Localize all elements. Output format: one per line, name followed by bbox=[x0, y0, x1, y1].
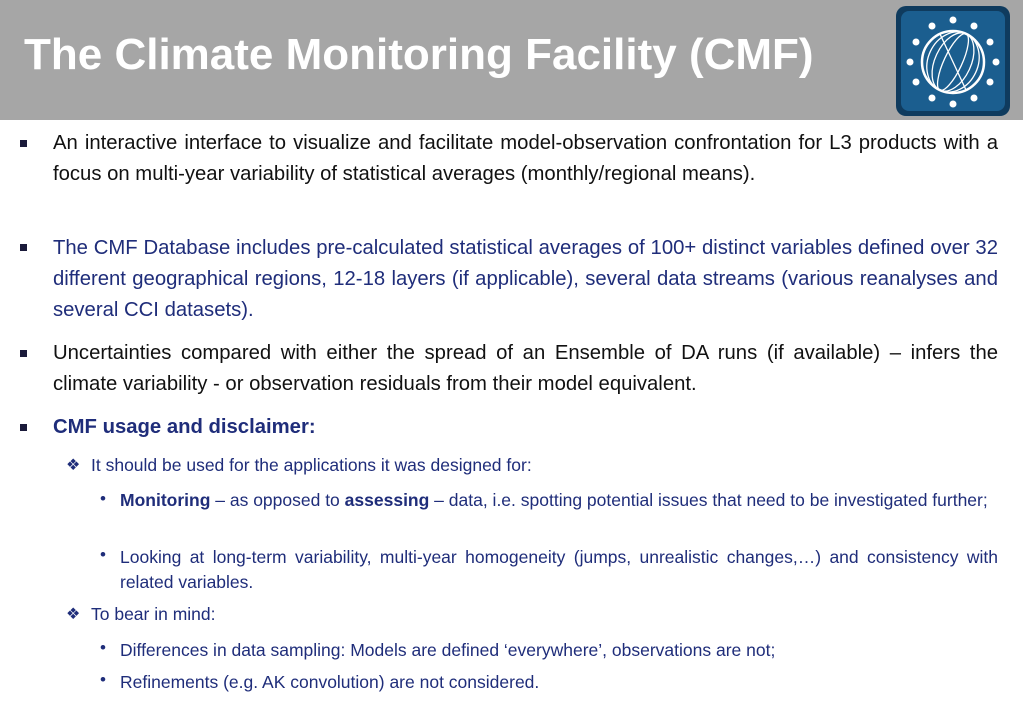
bold-assessing: assessing bbox=[344, 490, 430, 510]
slide-header bbox=[0, 0, 1023, 120]
diamond-bullet-icon: ❖ bbox=[66, 457, 81, 474]
bear-item-sampling: Differences in data sampling: Models are defined ‘everywhere’, observations are not; bbox=[120, 640, 776, 660]
usage-item1-rest: – data, i.e. spotting potential issues that need to be investigated further; bbox=[429, 490, 988, 510]
square-bullet-icon bbox=[20, 350, 27, 357]
bear-in-mind-heading: To bear in mind: bbox=[91, 604, 216, 624]
bullet-text-usage-heading: CMF usage and disclaimer: bbox=[53, 416, 316, 438]
usage-item-monitoring bbox=[120, 488, 998, 513]
globe-stars-logo-icon bbox=[894, 4, 1012, 118]
bullet-text-database: The CMF Database includes pre-calculated statistical averages of 100+ distinct variables defined over 32 different geographical regions, 12-18 layers (if applicable), several data streams (various reanalyses and several CCI datasets). bbox=[53, 237, 998, 321]
bold-monitoring: Monitoring bbox=[120, 490, 211, 510]
round-bullet-icon: • bbox=[100, 638, 106, 657]
usage-item1-mid: – as opposed to bbox=[210, 490, 345, 510]
bear-item-refinements: Refinements (e.g. AK convolution) are not considered. bbox=[120, 672, 540, 692]
usage-intro: It should be used for the applications it was designed for: bbox=[91, 455, 532, 475]
square-bullet-icon bbox=[20, 140, 27, 147]
slide-title: The Climate Monitoring Facility (CMF) bbox=[24, 30, 814, 79]
bullet-text-uncertainties: Uncertainties compared with either the spread of an Ensemble of DA runs (if available) – infers the climate variability - or observation residuals from their model equivalent. bbox=[53, 342, 998, 395]
bullet-text-interface: An interactive interface to visualize and facilitate model-observation confrontation for L3 products with a focus on multi-year variability of statistical averages (monthly/regional means). bbox=[53, 132, 998, 185]
square-bullet-icon bbox=[20, 424, 27, 431]
round-bullet-icon: • bbox=[100, 489, 106, 508]
square-bullet-icon bbox=[20, 244, 27, 251]
diamond-bullet-icon: ❖ bbox=[66, 606, 81, 623]
usage-item-long-term: Looking at long-term variability, multi-year homogeneity (jumps, unrealistic changes,…) and consistency with related variables. bbox=[120, 547, 998, 592]
round-bullet-icon: • bbox=[100, 545, 106, 564]
round-bullet-icon: • bbox=[100, 670, 106, 689]
